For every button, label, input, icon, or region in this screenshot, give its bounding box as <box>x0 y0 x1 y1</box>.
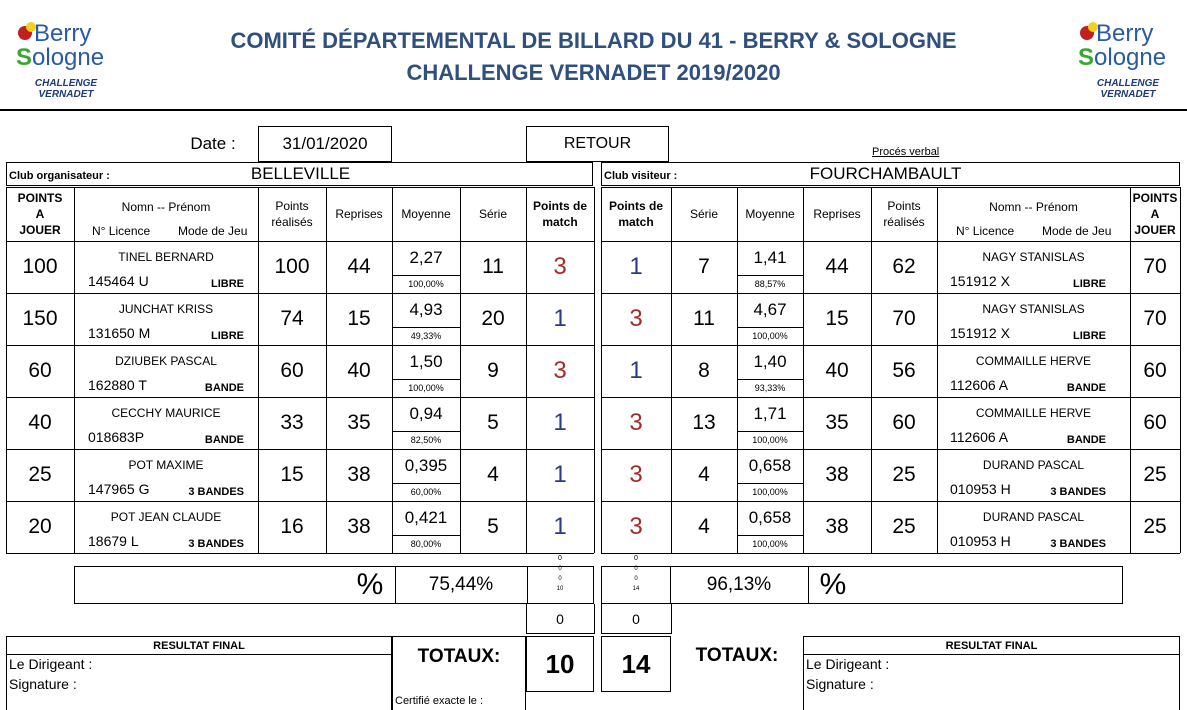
home-player-name: TINEL BERNARD <box>118 250 214 264</box>
away-pm <box>601 241 671 293</box>
home-resultat-final: RESULTAT FINAL <box>7 637 391 655</box>
rep: 44 <box>347 255 371 278</box>
away-mode: BANDE <box>1066 434 1106 446</box>
certifie-label: Certifié exacte le : <box>395 695 484 707</box>
rep: 38 <box>825 515 849 538</box>
pm: 3 <box>629 513 643 540</box>
away-col-serie <box>671 187 737 241</box>
away-col-moy <box>737 187 803 241</box>
paj: 60 <box>1143 411 1167 434</box>
away-licence: 010953 H <box>950 533 1011 549</box>
pm: 1 <box>553 461 567 488</box>
home-col-pts <box>258 187 326 241</box>
away-moy: 0,658 <box>748 456 792 475</box>
logo-right: Berry Sologne CHALLENGE VERNADET <box>1078 20 1167 100</box>
home-dirigeant: Le Dirigeant : <box>9 656 93 672</box>
away-mode: BANDE <box>1066 382 1106 394</box>
serie: 20 <box>481 307 505 330</box>
rep: 38 <box>825 463 849 486</box>
pm: 3 <box>629 409 643 436</box>
home-serie <box>460 501 526 553</box>
home-pts <box>258 293 326 345</box>
away-pts <box>871 501 937 553</box>
logo-left: Berry Sologne CHALLENGE VERNADET <box>16 20 105 100</box>
home-mode: BANDE <box>204 434 244 446</box>
away-licence: 151912 X <box>950 325 1010 341</box>
away-moy-pct: 88,57% <box>754 279 786 289</box>
away-signature: Signature : <box>806 676 874 692</box>
home-mode: 3 BANDES <box>188 486 244 498</box>
home-rep <box>326 501 392 553</box>
away-col-pts <box>871 187 937 241</box>
col-pts-2: réalisés <box>271 215 313 229</box>
col-pm-1: Points de <box>608 199 663 213</box>
col-pm-2: match <box>618 215 654 229</box>
pts: 16 <box>280 515 304 538</box>
home-col-rep <box>326 187 392 241</box>
rep: 40 <box>347 359 371 382</box>
away-rep <box>803 397 871 449</box>
totaux-home-label: TOTAUX: <box>417 646 501 667</box>
home-stack: 0 0 0 10 <box>556 555 564 592</box>
away-rep <box>803 449 871 501</box>
away-player-name: NAGY STANISLAS <box>982 250 1085 264</box>
home-moy: 0,94 <box>409 404 443 423</box>
rep: 40 <box>825 359 849 382</box>
home-pts <box>258 241 326 293</box>
away-pts <box>871 293 937 345</box>
home-moy-pct: 100,00% <box>408 279 444 289</box>
home-mode: LIBRE <box>211 330 244 342</box>
home-col-mode: Mode de Jeu <box>178 224 248 238</box>
header-divider <box>0 109 1187 111</box>
paj: 20 <box>28 515 52 538</box>
home-col-name: Nomn -- Prénom <box>121 200 211 214</box>
home-pts <box>258 345 326 397</box>
pts: 60 <box>280 359 304 382</box>
home-pm <box>526 501 594 553</box>
away-moy: 1,71 <box>753 404 787 423</box>
pts: 74 <box>280 307 304 330</box>
home-mode: LIBRE <box>211 278 244 290</box>
home-col-moy <box>392 187 460 241</box>
serie: 4 <box>698 463 710 486</box>
pts: 60 <box>892 411 916 434</box>
away-total: 14 <box>601 636 671 692</box>
away-pm <box>601 501 671 553</box>
pts: 56 <box>892 359 916 382</box>
away-col-rep <box>803 187 871 241</box>
away-pm <box>601 397 671 449</box>
proces-verbal-label: Procés verbal <box>872 146 940 158</box>
pts: 62 <box>892 255 916 278</box>
rep: 44 <box>825 255 849 278</box>
home-rep <box>326 345 392 397</box>
col-pm-2: match <box>542 215 578 229</box>
serie: 8 <box>698 359 710 382</box>
home-pts <box>258 501 326 553</box>
home-col-paj <box>6 187 74 241</box>
home-pts <box>258 449 326 501</box>
pm: 1 <box>629 357 643 384</box>
away-serie <box>671 241 737 293</box>
away-moy: 4,67 <box>753 300 787 319</box>
away-pts <box>871 449 937 501</box>
home-rep <box>326 241 392 293</box>
home-rep <box>326 293 392 345</box>
serie: 5 <box>487 515 499 538</box>
col-serie: Série <box>689 207 718 221</box>
paj: 25 <box>28 463 52 486</box>
away-rep <box>803 241 871 293</box>
home-pm <box>526 449 594 501</box>
serie: 4 <box>487 463 499 486</box>
away-club-bar <box>601 162 1180 186</box>
away-col-licence: N° Licence <box>956 224 1015 238</box>
rep: 35 <box>347 411 371 434</box>
away-col-pm <box>601 187 671 241</box>
leg-field[interactable]: RETOUR <box>526 126 669 162</box>
home-moy-pct: 80,00% <box>410 539 442 549</box>
away-pts <box>871 397 937 449</box>
away-moy: 1,40 <box>753 352 787 371</box>
home-licence: 162880 T <box>88 377 147 393</box>
home-rep <box>326 449 392 501</box>
home-mode: BANDE <box>204 382 244 394</box>
paj: 150 <box>22 307 58 330</box>
away-col-paj <box>1130 187 1180 241</box>
away-player-name: DURAND PASCAL <box>982 510 1085 524</box>
away-moy: 0,658 <box>748 508 792 527</box>
serie: 13 <box>692 411 716 434</box>
away-player-name: NAGY STANISLAS <box>982 302 1085 316</box>
home-player-name: POT JEAN CLAUDE <box>110 510 222 524</box>
pm: 1 <box>553 513 567 540</box>
home-club-label: Club organisateur : <box>9 170 110 182</box>
away-resultat-final: RESULTAT FINAL <box>804 637 1179 655</box>
home-licence: 131650 M <box>88 325 151 341</box>
home-moy: 0,421 <box>404 508 448 527</box>
pm: 3 <box>629 461 643 488</box>
home-serie <box>460 449 526 501</box>
away-licence: 112606 A <box>950 429 1009 445</box>
home-paj <box>6 449 74 501</box>
col-paj-2: A <box>1150 207 1160 221</box>
paj: 40 <box>28 411 52 434</box>
home-result-box <box>6 636 392 710</box>
home-pts <box>258 397 326 449</box>
home-paj <box>6 397 74 449</box>
home-col-licence: N° Licence <box>92 224 151 238</box>
rep: 15 <box>347 307 371 330</box>
home-serie <box>460 345 526 397</box>
home-moy: 2,27 <box>409 248 443 267</box>
pm: 3 <box>553 357 567 384</box>
pm: 3 <box>553 253 567 280</box>
home-player-name: POT MAXIME <box>128 458 204 472</box>
home-licence: 018683P <box>88 429 145 445</box>
away-percent-value: 96,13% <box>706 574 772 595</box>
paj: 25 <box>1143 515 1167 538</box>
home-paj <box>6 345 74 397</box>
home-licence: 18679 L <box>88 533 139 549</box>
home-paj <box>6 241 74 293</box>
home-moy-pct: 100,00% <box>408 383 444 393</box>
col-rep: Reprises <box>335 207 383 221</box>
away-serie <box>671 397 737 449</box>
pts: 33 <box>280 411 304 434</box>
home-rep <box>326 397 392 449</box>
pts: 25 <box>892 515 916 538</box>
away-moy-pct: 100,00% <box>752 435 788 445</box>
away-moy-pct: 100,00% <box>752 331 788 341</box>
serie: 4 <box>698 515 710 538</box>
col-pts-1: Points <box>275 199 309 213</box>
away-pm <box>601 345 671 397</box>
away-serie <box>671 345 737 397</box>
away-zero: 0 <box>632 611 640 627</box>
away-moy: 1,41 <box>753 248 787 267</box>
away-percent-sign: % <box>819 568 847 601</box>
away-serie <box>671 449 737 501</box>
home-serie <box>460 397 526 449</box>
home-pm <box>526 345 594 397</box>
away-club-label: Club visiteur : <box>604 170 678 182</box>
away-serie <box>671 293 737 345</box>
totaux-away-label: TOTAUX: <box>695 645 779 666</box>
pts: 25 <box>892 463 916 486</box>
home-pm <box>526 241 594 293</box>
away-mode: 3 BANDES <box>1050 486 1106 498</box>
home-moy-pct: 82,50% <box>410 435 442 445</box>
serie: 9 <box>487 359 499 382</box>
away-mode: LIBRE <box>1073 330 1106 342</box>
home-moy-pct: 49,33% <box>410 331 442 341</box>
paj: 60 <box>28 359 52 382</box>
home-summary-box <box>74 566 594 604</box>
away-pts <box>871 241 937 293</box>
away-paj <box>1130 501 1180 553</box>
page-subtitle: CHALLENGE VERNADET 2019/2020 <box>406 60 781 85</box>
away-licence: 151912 X <box>950 273 1010 289</box>
col-paj-1: POINTS <box>17 191 63 205</box>
home-serie <box>460 293 526 345</box>
col-paj-3: JOUER <box>1134 223 1176 237</box>
away-player-name: COMMAILLE HERVE <box>975 354 1092 368</box>
away-result-box <box>803 636 1180 710</box>
pm: 1 <box>629 253 643 280</box>
away-club-name: FOURCHAMBAULT <box>809 164 962 183</box>
home-moy: 4,93 <box>409 300 443 319</box>
col-moy: Moyenne <box>401 207 451 221</box>
home-player-name: JUNCHAT KRISS <box>118 302 214 316</box>
col-paj-2: A <box>35 207 45 221</box>
serie: 7 <box>698 255 710 278</box>
home-player-name: DZIUBEK PASCAL <box>115 354 217 368</box>
home-zero: 0 <box>556 611 564 627</box>
pm: 1 <box>553 409 567 436</box>
pts: 70 <box>892 307 916 330</box>
home-mode: 3 BANDES <box>188 538 244 550</box>
pts: 100 <box>274 255 310 278</box>
col-rep: Reprises <box>813 207 861 221</box>
away-moy-pct: 100,00% <box>752 487 788 497</box>
paj: 100 <box>22 255 58 278</box>
home-paj <box>6 293 74 345</box>
home-pm <box>526 397 594 449</box>
home-player-name: CECCHY MAURICE <box>111 406 221 420</box>
home-col-pm <box>526 187 594 241</box>
home-club-bar <box>6 162 593 186</box>
home-percent-value: 75,44% <box>428 574 494 595</box>
away-mode: 3 BANDES <box>1050 538 1106 550</box>
home-moy-pct: 60,00% <box>410 487 442 497</box>
totaux-home-box <box>392 636 526 710</box>
away-moy-pct: 100,00% <box>752 539 788 549</box>
col-serie: Série <box>478 207 507 221</box>
home-signature: Signature : <box>9 676 77 692</box>
home-moy: 0,395 <box>404 456 448 475</box>
away-dirigeant: Le Dirigeant : <box>806 656 890 672</box>
pm: 3 <box>629 305 643 332</box>
col-paj-1: POINTS <box>1132 191 1178 205</box>
away-stack: 0 0 0 14 <box>632 555 640 592</box>
rep: 38 <box>347 463 371 486</box>
rep: 38 <box>347 515 371 538</box>
away-rep <box>803 345 871 397</box>
away-licence: 010953 H <box>950 481 1011 497</box>
home-club-name: BELLEVILLE <box>250 164 351 183</box>
serie: 5 <box>487 411 499 434</box>
home-paj <box>6 501 74 553</box>
col-paj-3: JOUER <box>19 223 61 237</box>
paj: 60 <box>1143 359 1167 382</box>
col-pm-1: Points de <box>532 199 587 213</box>
away-licence: 112606 A <box>950 377 1009 393</box>
page-title: COMITÉ DÉPARTEMENTAL DE BILLARD DU 41 - BERRY & SOLOGNE <box>230 28 957 53</box>
away-player-name: DURAND PASCAL <box>982 458 1085 472</box>
home-serie <box>460 241 526 293</box>
serie: 11 <box>482 255 504 278</box>
away-pm <box>601 449 671 501</box>
away-player-name: COMMAILLE HERVE <box>975 406 1092 420</box>
paj: 70 <box>1143 255 1167 278</box>
home-licence: 145464 U <box>88 273 149 289</box>
away-paj <box>1130 449 1180 501</box>
away-pts <box>871 345 937 397</box>
away-summary-box <box>601 566 1123 604</box>
date-label: Date : <box>190 134 236 153</box>
away-mode: LIBRE <box>1073 278 1106 290</box>
home-pm <box>526 293 594 345</box>
away-rep <box>803 293 871 345</box>
paj: 70 <box>1143 307 1167 330</box>
col-pts-2: réalisés <box>883 215 925 229</box>
away-serie <box>671 501 737 553</box>
home-col-serie <box>460 187 526 241</box>
serie: 11 <box>693 307 715 330</box>
col-moy: Moyenne <box>745 207 795 221</box>
away-paj <box>1130 293 1180 345</box>
rep: 15 <box>825 307 849 330</box>
pts: 15 <box>280 463 304 486</box>
home-moy: 1,50 <box>409 352 443 371</box>
date-field[interactable]: 31/01/2020 <box>258 126 392 162</box>
away-col-mode: Mode de Jeu <box>1042 224 1112 238</box>
paj: 25 <box>1143 463 1167 486</box>
pm: 1 <box>553 305 567 332</box>
away-moy-pct: 93,33% <box>754 383 786 393</box>
rep: 35 <box>825 411 849 434</box>
away-rep <box>803 501 871 553</box>
away-paj <box>1130 397 1180 449</box>
away-pm <box>601 293 671 345</box>
away-paj <box>1130 345 1180 397</box>
home-percent-sign: % <box>356 568 384 601</box>
home-licence: 147965 G <box>88 481 150 497</box>
home-total: 10 <box>526 636 594 692</box>
away-col-name: Nomn -- Prénom <box>989 200 1078 214</box>
col-pts-1: Points <box>887 199 921 213</box>
away-paj <box>1130 241 1180 293</box>
